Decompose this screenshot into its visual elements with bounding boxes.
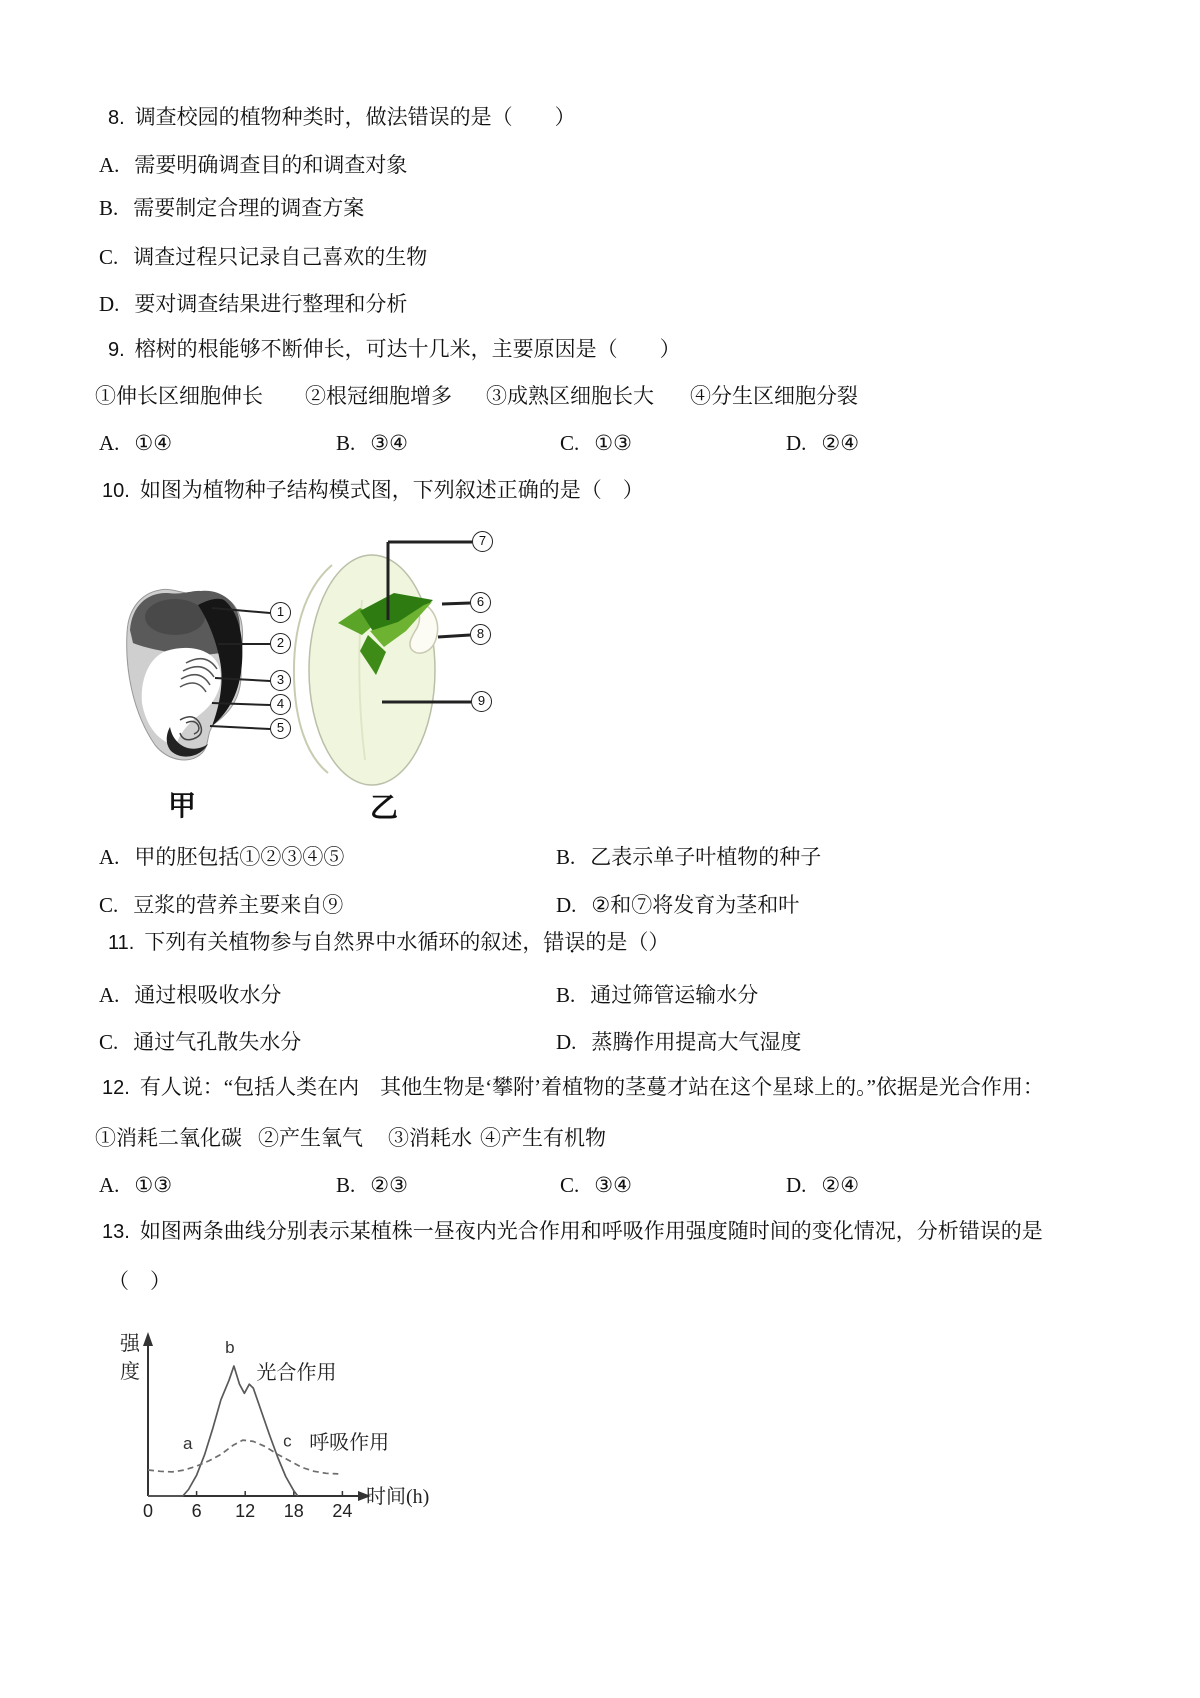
option-text: 调查过程只记录自己喜欢的生物 [133, 245, 428, 269]
seed-structure-diagram [100, 505, 520, 815]
option-letter: B. [336, 431, 356, 455]
question-12-item-1: ①消耗二氧化碳 [95, 1126, 242, 1150]
question-13-stem [102, 1218, 1043, 1246]
x-tick-label: 0 [142, 1501, 154, 1521]
question-13-stem-line2: （ ） [108, 1269, 171, 1293]
option-text: ①③ [594, 431, 632, 455]
question-10-option-c [99, 892, 343, 919]
point-label-c: c [283, 1431, 292, 1451]
label-circle-6: 6 [470, 592, 491, 613]
question-8-number: 8. [108, 107, 125, 129]
option-text: 乙表示单子叶植物的种子 [590, 845, 822, 869]
label-circle-5: 5 [270, 718, 291, 739]
option-letter: C. [99, 893, 119, 917]
question-11-text-pre: 下列有关植物参与自然界中水循环的叙述， [144, 930, 544, 954]
series-label: 光合作用 [256, 1362, 337, 1384]
label-circle-7: 7 [472, 531, 493, 552]
option-letter: C. [560, 1173, 580, 1197]
option-text: 通过根吸收水分 [134, 983, 282, 1007]
option-text: ②④ [821, 1173, 860, 1197]
question-8-stem [108, 104, 576, 132]
question-12-number: 12. [102, 1077, 130, 1099]
question-10-option-a [99, 844, 344, 871]
series-label: 呼吸作用 [309, 1432, 390, 1455]
question-9-stem [108, 336, 681, 364]
x-axis-label: 时间(h) [366, 1486, 430, 1508]
question-11-option-c [99, 1029, 301, 1056]
question-11-text-post: 的是（） [585, 930, 670, 954]
y-axis-arrow [143, 1332, 153, 1346]
option-letter: A. [99, 153, 120, 177]
point-label-a: a [182, 1434, 193, 1454]
question-11-stem [108, 929, 669, 957]
label-circle-2: 2 [270, 633, 291, 654]
option-letter: A. [99, 983, 120, 1007]
option-letter: C. [560, 431, 580, 455]
question-12-item-3: ③消耗水 [388, 1126, 472, 1150]
question-13-number: 13. [102, 1221, 130, 1243]
option-letter: A. [99, 1173, 120, 1197]
option-text: 通过气孔散失水分 [133, 1030, 302, 1054]
x-tick-label: 12 [235, 1501, 256, 1521]
question-8-option-a [99, 152, 407, 179]
question-11-option-a [99, 982, 281, 1009]
question-12-item-2: ②产生氧气 [258, 1126, 363, 1150]
option-text: 通过筛管运输水分 [590, 983, 759, 1007]
series-curve [148, 1366, 298, 1496]
question-10-number: 10. [102, 480, 130, 502]
label-circle-1: 1 [270, 602, 291, 623]
x-tick-label: 24 [332, 1501, 353, 1521]
x-tick-label: 6 [191, 1501, 202, 1521]
label-circle-9: 9 [471, 691, 492, 712]
question-10-stem [102, 477, 644, 505]
option-text: ②③ [370, 1173, 408, 1197]
question-9-item-2: ②根冠细胞增多 [305, 384, 452, 408]
question-9-option-b [336, 430, 408, 457]
option-text: 需要制定合理的调查方案 [133, 196, 365, 220]
leader-line-8 [438, 635, 470, 637]
point-label-b: b [225, 1338, 235, 1357]
option-letter: D. [99, 292, 120, 316]
option-letter: B. [556, 845, 576, 869]
question-10-option-b [556, 844, 821, 871]
question-9-number: 9. [108, 339, 125, 361]
question-8-option-b [99, 195, 364, 222]
question-11-option-b [556, 982, 758, 1009]
question-8-text: 调查校园的植物种类时，做法错误的是（ ） [134, 105, 576, 129]
option-letter: C. [99, 1030, 119, 1054]
option-letter: D. [556, 1030, 577, 1054]
option-letter: C. [99, 245, 119, 269]
option-letter: D. [556, 893, 577, 917]
option-letter: B. [336, 1173, 356, 1197]
question-9-option-c [560, 430, 632, 457]
option-text: 豆浆的营养主要来自⑨ [133, 893, 344, 917]
question-9-item-1: ①伸长区细胞伸长 [95, 384, 263, 408]
question-13-text: 如图两条曲线分别表示某植株一昼夜内光合作用和呼吸作用强度随时间的变化情况，分析错误的是 [139, 1219, 1043, 1243]
option-text: ①④ [134, 431, 173, 455]
option-text: ①③ [134, 1173, 173, 1197]
option-letter: D. [786, 431, 807, 455]
question-12-stem [102, 1074, 1044, 1102]
label-circle-3: 3 [270, 670, 291, 691]
x-tick-label: 18 [283, 1501, 304, 1521]
question-12-option-b [336, 1172, 408, 1199]
question-8-option-d [99, 291, 407, 318]
question-12-option-d [786, 1172, 859, 1199]
photosynthesis-respiration-chart [100, 1318, 460, 1538]
question-9-item-4: ④分生区细胞分裂 [690, 384, 858, 408]
question-10-option-d [556, 892, 799, 919]
question-9-text: 榕树的根能够不断伸长，可达十几米，主要原因是（ ） [134, 337, 681, 361]
option-text: ②④ [821, 431, 860, 455]
option-letter: B. [99, 196, 119, 220]
question-12-option-c [560, 1172, 632, 1199]
question-8-option-c [99, 244, 427, 271]
option-text: ③④ [594, 1173, 632, 1197]
bean-seed-body [309, 555, 435, 785]
y-axis-label: 强度 [120, 1333, 140, 1383]
option-letter: A. [99, 431, 120, 455]
option-letter: A. [99, 845, 120, 869]
question-9-item-3: ③成熟区细胞长大 [486, 384, 654, 408]
option-text: 要对调查结果进行整理和分析 [134, 292, 408, 316]
left-seed-caption: 甲 [168, 791, 197, 822]
option-text: 蒸腾作用提高大气湿度 [591, 1030, 802, 1054]
option-text: 甲的胚包括①②③④⑤ [134, 845, 345, 869]
leader-line-5 [210, 726, 270, 729]
option-text: ②和⑦将发育为茎和叶 [591, 893, 800, 917]
question-10-text: 如图为植物种子结构模式图，下列叙述正确的是（ ） [139, 478, 644, 502]
question-11-number: 11. [108, 932, 135, 954]
label-circle-8: 8 [470, 624, 491, 645]
option-letter: B. [556, 983, 576, 1007]
right-seed-caption: 乙 [370, 793, 399, 824]
question-11-text-emphasized: 错误 • • [543, 930, 585, 954]
label-circle-4: 4 [270, 694, 291, 715]
leader-line-6 [442, 603, 470, 604]
question-12-text: 有人说：“包括人类在内 其他生物是‘攀附’着植物的茎蔓才站在这个星球上的。”依据是光合作用： [139, 1075, 1044, 1099]
option-text: 需要明确调查目的和调查对象 [134, 153, 408, 177]
corn-endosperm-shading [145, 599, 205, 635]
option-letter: D. [786, 1173, 807, 1197]
question-12-option-a [99, 1172, 172, 1199]
question-12-item-4: ④产生有机物 [480, 1126, 606, 1150]
option-text: ③④ [370, 431, 408, 455]
question-9-option-a [99, 430, 172, 457]
question-9-option-d [786, 430, 859, 457]
question-11-option-d [556, 1029, 801, 1056]
